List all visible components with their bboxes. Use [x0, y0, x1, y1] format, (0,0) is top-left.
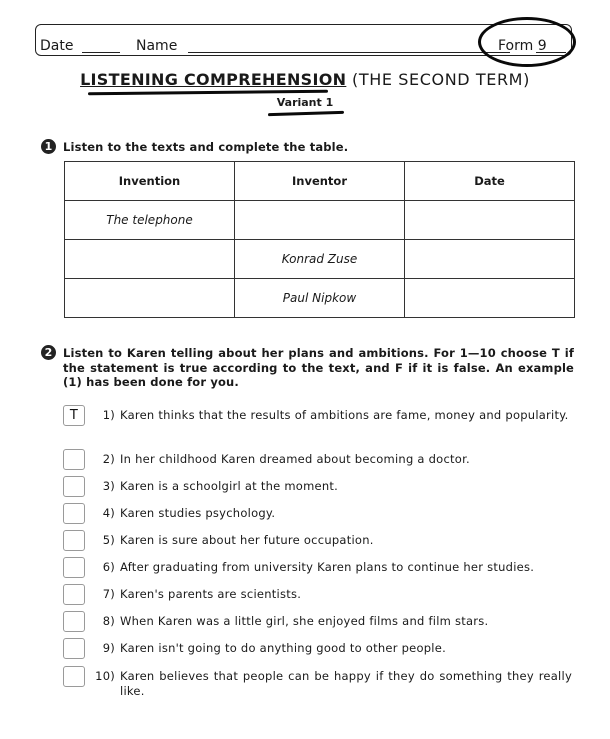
table-row — [65, 279, 575, 318]
item-number: 2) — [102, 452, 115, 466]
item-text: Karen isn't going to do anything good to other people. — [120, 641, 446, 655]
table-header-row — [65, 162, 575, 201]
task1-instruction: Listen to the texts and complete the table. — [63, 140, 349, 154]
table-cell: The telephone — [65, 201, 235, 240]
table-cell: Konrad Zuse — [235, 240, 405, 279]
answer-box[interactable] — [63, 503, 85, 524]
table-header-invention: Invention — [65, 162, 235, 201]
table-cell-input[interactable] — [405, 279, 575, 318]
task2-number-badge: 2 — [41, 345, 56, 360]
title-bold: LISTENING COMPREHENSION — [80, 70, 347, 89]
item-number: 3) — [102, 479, 115, 493]
table-row — [65, 201, 575, 240]
pen-circle-annotation — [478, 17, 576, 67]
answer-box[interactable] — [63, 611, 85, 632]
item-number: 9) — [102, 641, 115, 655]
answer-box[interactable]: T — [63, 405, 85, 426]
item-number: 6) — [102, 560, 115, 574]
table-cell: Paul Nipkow — [235, 279, 405, 318]
item-number: 10) — [95, 669, 115, 683]
item-number: 1) — [102, 408, 115, 422]
form-label: Form 9 — [498, 38, 547, 54]
date-label: Date — [40, 38, 74, 54]
item-number: 5) — [102, 533, 115, 547]
inventions-table — [64, 161, 575, 318]
page-title — [0, 70, 610, 89]
table-row — [65, 240, 575, 279]
table-cell-input[interactable] — [405, 240, 575, 279]
task1-number-badge: 1 — [41, 139, 56, 154]
table-header-inventor: Inventor — [235, 162, 405, 201]
item-text: Karen believes that people can be happy if they do something they really like. — [120, 669, 572, 698]
item-text: Karen studies psychology. — [120, 506, 276, 520]
answer-box[interactable] — [63, 584, 85, 605]
item-text: When Karen was a little girl, she enjoyed films and film stars. — [120, 614, 489, 628]
answer-box[interactable] — [63, 666, 85, 687]
item-text: Karen's parents are scientists. — [120, 587, 302, 601]
date-field[interactable] — [82, 52, 120, 53]
answer-box[interactable] — [63, 638, 85, 659]
name-field[interactable] — [188, 52, 510, 53]
item-text: After graduating from university Karen plans to continue her studies. — [120, 560, 535, 574]
task2-instruction: Listen to Karen telling about her plans and ambitions. For 1—10 choose T if the statement is true according to the text, and F if it is false. An example (1) has been done for you. — [63, 346, 574, 389]
answer-box[interactable] — [63, 530, 85, 551]
item-number: 8) — [102, 614, 115, 628]
answer-box[interactable] — [63, 557, 85, 578]
answer-box[interactable] — [63, 476, 85, 497]
table-cell-input[interactable] — [65, 240, 235, 279]
item-text: Karen thinks that the results of ambitions are fame, money and popularity. — [120, 408, 569, 422]
answer-box[interactable] — [63, 449, 85, 470]
item-text: In her childhood Karen dreamed about becoming a doctor. — [120, 452, 470, 466]
item-text: Karen is sure about her future occupation. — [120, 533, 374, 547]
table-cell-input[interactable] — [405, 201, 575, 240]
table-header-date: Date — [405, 162, 575, 201]
pen-underline-title — [88, 90, 328, 96]
item-number: 4) — [102, 506, 115, 520]
title-normal: (THE SECOND TERM) — [346, 70, 530, 89]
table-cell-input[interactable] — [235, 201, 405, 240]
variant-label: Variant 1 — [276, 96, 334, 109]
item-number: 7) — [102, 587, 115, 601]
pen-underline-variant — [268, 111, 344, 116]
table-cell-input[interactable] — [65, 279, 235, 318]
name-label: Name — [136, 38, 178, 54]
item-text: Karen is a schoolgirl at the moment. — [120, 479, 339, 493]
